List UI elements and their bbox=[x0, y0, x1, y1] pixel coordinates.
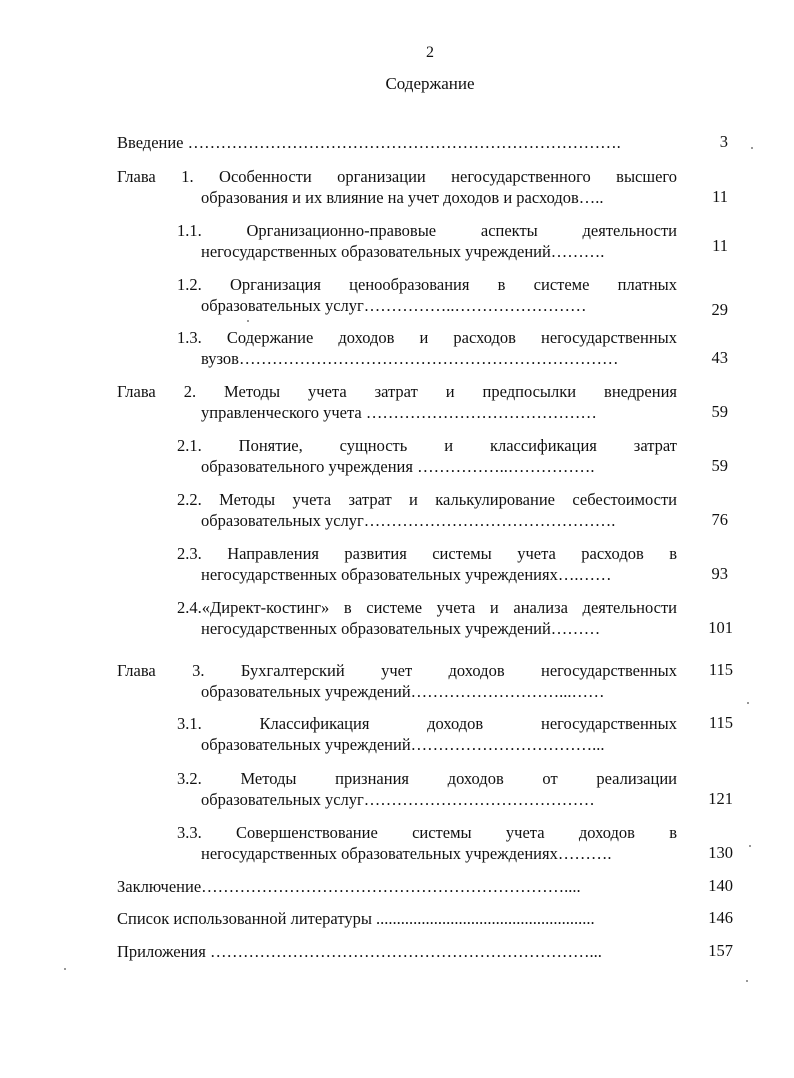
toc-entry-line: 1.3. Содержание доходов и расходов негосударственных bbox=[177, 328, 677, 347]
toc-entry-text: Введение ……………………………………………………………………. bbox=[117, 133, 621, 152]
toc-page-number: 59 bbox=[711, 456, 728, 475]
toc-section-2-1 bbox=[177, 435, 677, 477]
toc-section-3-2 bbox=[177, 768, 677, 810]
toc-page-number: 101 bbox=[708, 618, 733, 637]
toc-page-number: 146 bbox=[708, 908, 733, 927]
toc-entry-line: 3.2. Методы признания доходов от реализации bbox=[177, 769, 677, 788]
toc-entry-line: Глава 2. Методы учета затрат и предпосылки внедрения bbox=[117, 382, 677, 401]
toc-section-1-1 bbox=[177, 220, 677, 262]
toc-entry-line: образовательных услуг……………..…………………… bbox=[201, 296, 587, 315]
toc-entry-line: управленческого учета …………………………………… bbox=[201, 403, 597, 422]
toc-entry-line: образовательного учреждения ……………..……………. bbox=[201, 457, 595, 476]
toc-page-number: 43 bbox=[711, 348, 728, 367]
toc-entry-line: негосударственных образовательных учреждений……… bbox=[201, 619, 601, 638]
toc-chapter-1 bbox=[117, 166, 677, 208]
toc-page-number: 3 bbox=[719, 132, 728, 151]
toc-entry-line: Глава 1. Особенности организации негосударственного высшего bbox=[117, 167, 677, 186]
toc-page-number: 140 bbox=[708, 876, 733, 895]
page-number: 2 bbox=[426, 44, 434, 61]
toc-page-number: 115 bbox=[708, 713, 733, 732]
page-title: Содержание bbox=[385, 74, 475, 93]
toc-section-3-1 bbox=[177, 713, 677, 755]
toc-chapter-2 bbox=[117, 381, 677, 423]
toc-entry-line: 2.3. Направления развития системы учета расходов в bbox=[177, 544, 677, 563]
toc-page-number: 157 bbox=[708, 941, 733, 960]
toc-entry-line: образовательных учреждений………………………...…… bbox=[201, 682, 605, 701]
toc-page-number: 121 bbox=[708, 789, 733, 808]
toc-entry-text: Приложения ……………………………………………………………... bbox=[117, 942, 602, 961]
toc-section-1-2 bbox=[177, 274, 677, 316]
toc-page-number: 59 bbox=[711, 402, 728, 421]
toc-entry-line: 3.1. Классификация доходов негосударственных bbox=[177, 714, 677, 733]
toc-page-number: 93 bbox=[711, 564, 728, 583]
toc-entry-line: 2.4.«Директ-костинг» в системе учета и анализа деятельности bbox=[177, 598, 677, 617]
toc-section-2-3 bbox=[177, 543, 677, 585]
toc-page-number: 76 bbox=[711, 510, 728, 529]
toc-entry-line: Глава 3. Бухгалтерский учет доходов негосударственных bbox=[117, 661, 677, 680]
toc-page-number: 11 bbox=[712, 236, 728, 255]
toc-entry-appendices bbox=[117, 941, 677, 962]
toc-entry-line: 1.2. Организация ценообразования в системе платных bbox=[177, 275, 677, 294]
toc-page-number: 115 bbox=[708, 660, 733, 679]
toc-section-3-3 bbox=[177, 822, 677, 864]
toc-page-number: 29 bbox=[711, 300, 728, 319]
toc-entry-text: Заключение………………………………………………………….... bbox=[117, 877, 581, 896]
toc-entry-intro bbox=[117, 132, 677, 153]
scan-speck bbox=[749, 845, 751, 847]
scan-speck bbox=[747, 702, 749, 704]
toc-entry-line: образования и их влияние на учет доходов и расходов….. bbox=[201, 188, 604, 207]
toc-entry-conclusion bbox=[117, 876, 677, 897]
toc-entry-line: негосударственных образовательных учреждениях….…… bbox=[201, 565, 612, 584]
scan-speck bbox=[746, 980, 748, 982]
scan-speck bbox=[247, 320, 249, 322]
toc-entry-line: образовательных услуг………………………………………. bbox=[201, 511, 616, 530]
toc-entry-line: негосударственных образовательных учреждений………. bbox=[201, 242, 605, 261]
toc-entry-line: негосударственных образовательных учреждениях………. bbox=[201, 844, 612, 863]
toc-section-1-3 bbox=[177, 327, 677, 369]
toc-entry-line: 2.2. Методы учета затрат и калькулирование себестоимости bbox=[177, 490, 677, 509]
toc-entry-line: образовательных услуг…………………………………… bbox=[201, 790, 595, 809]
toc-entry-line: образовательных учреждений……………………………... bbox=[201, 735, 605, 754]
toc-section-2-4 bbox=[177, 597, 677, 639]
toc-page-number: 11 bbox=[712, 187, 728, 206]
scan-speck bbox=[64, 968, 66, 970]
toc-entry-line: 2.1. Понятие, сущность и классификация затрат bbox=[177, 436, 677, 455]
toc-entry-references bbox=[117, 908, 677, 929]
toc-entry-line: 3.3. Совершенствование системы учета доходов в bbox=[177, 823, 677, 842]
toc-section-2-2 bbox=[177, 489, 677, 531]
toc-entry-line: вузов…………………………………………………………… bbox=[201, 349, 619, 368]
toc-page-number: 130 bbox=[708, 843, 733, 862]
toc-entry-line: 1.1. Организационно-правовые аспекты деятельности bbox=[177, 221, 677, 240]
toc-entry-text: Список использованной литературы ..................................................... bbox=[117, 909, 595, 928]
toc-chapter-3 bbox=[117, 660, 677, 702]
scan-speck bbox=[751, 147, 753, 149]
